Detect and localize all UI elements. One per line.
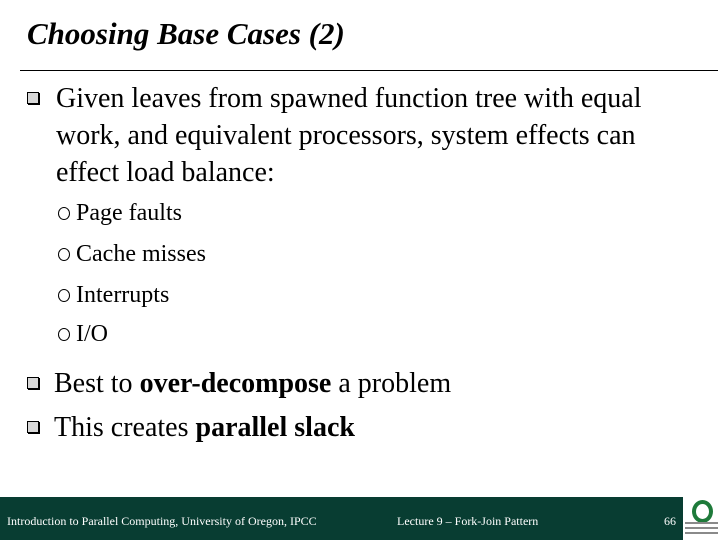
square-bullet-icon (27, 92, 39, 104)
slide-title: Choosing Base Cases (2) (27, 16, 345, 51)
subbullet-text: Interrupts (76, 282, 170, 308)
subbullet-item (58, 319, 108, 349)
subbullet-text: I/O (76, 321, 108, 347)
o-mark-icon (692, 500, 713, 523)
footer-lecture-text: Lecture 9 – Fork-Join Pattern (397, 514, 539, 528)
subbullet-text: Page faults (76, 200, 182, 226)
circle-bullet-icon (58, 207, 70, 220)
emphasis-text: parallel slack (195, 412, 355, 443)
subbullet-item (58, 198, 182, 228)
logo-wordmark-lines (685, 522, 718, 537)
footer-course-text: Introduction to Parallel Computing, University of Oregon, IPCC (7, 514, 317, 528)
circle-bullet-icon (58, 328, 70, 341)
page-number: 66 (664, 514, 676, 528)
bullet-text: This creates parallel slack (54, 412, 355, 443)
bullet-item (27, 409, 355, 446)
square-bullet-icon (27, 377, 39, 389)
subbullet-item (58, 239, 206, 269)
university-of-oregon-logo-icon (683, 497, 720, 540)
square-bullet-icon (27, 421, 39, 433)
bullet-text: Given leaves from spawned function tree with equal work, and equivalent processors, system effects can effect load balance: (56, 83, 642, 188)
title-divider (20, 70, 718, 71)
subbullet-item (58, 280, 169, 310)
subbullet-text: Cache misses (76, 241, 206, 267)
circle-bullet-icon (58, 248, 70, 261)
bullet-item (27, 80, 667, 191)
bullet-text: Best to over-decompose a problem (54, 368, 452, 399)
bullet-item (27, 365, 451, 402)
emphasis-text: over-decompose (139, 368, 332, 399)
circle-bullet-icon (58, 289, 70, 302)
footer-bar (0, 497, 683, 540)
